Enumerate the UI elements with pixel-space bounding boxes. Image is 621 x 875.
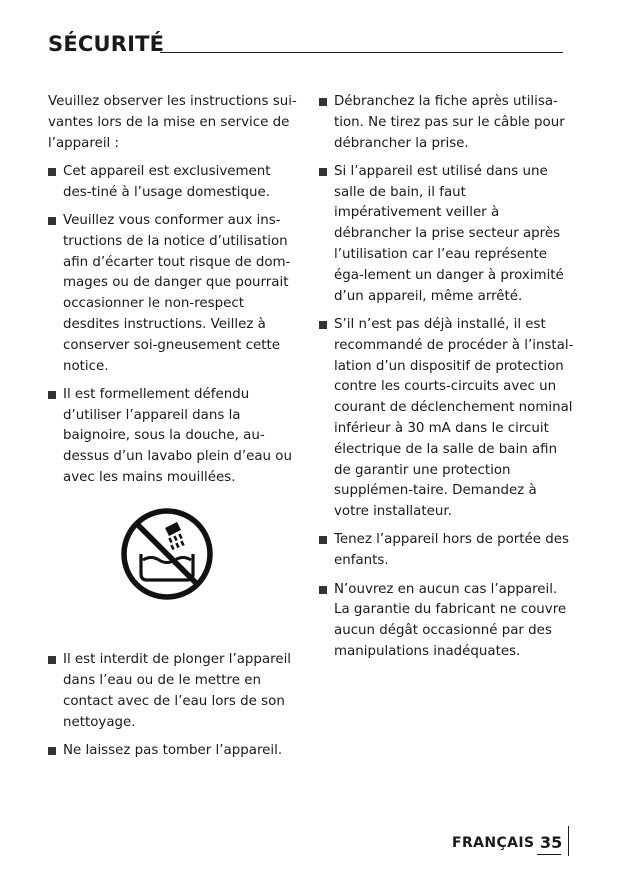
bullet-text: S’il n’est pas déjà installé, il est recommandé de procéder à l’instal-lation d’un dispositif de protection contre les courts-circuits avec un courant de déclenchement nominal inférieur à 30 mA dans le circuit électrique de la salle de bain afin de garantir une protection supplémen-taire. Demandez à votre installateur. [334, 316, 574, 520]
page-number-underline [537, 854, 561, 855]
bullet-text: N’ouvrez en aucun cas l’appareil. La garantie du fabricant ne couvre aucun dégât occasionné par des manipulations inadéquates. [334, 581, 567, 659]
page-title: SÉCURITÉ [48, 32, 165, 56]
safety-bullet [319, 162, 574, 308]
safety-bullet [319, 92, 574, 154]
page-header [48, 32, 563, 60]
bullet-text: Débranchez la fiche après utilisa-tion. Ne tirez pas sur le câble pour débrancher la prise. [334, 94, 565, 151]
safety-bullet [319, 580, 574, 663]
left-column [48, 92, 298, 769]
square-bullet-icon [48, 217, 56, 225]
bullet-text: Si l’appareil est utilisé dans une salle de bain, il faut impérativement veiller à débrancher la prise secteur après l’utilisation car l’eau représente éga-lement un danger à proximité d’un appareil, même arrêté. [334, 163, 564, 304]
square-bullet-icon [319, 586, 327, 594]
square-bullet-icon [48, 168, 56, 176]
square-bullet-icon [319, 168, 327, 176]
bullet-text: Tenez l’appareil hors de portée des enfants. [334, 532, 569, 569]
square-bullet-icon [48, 656, 56, 664]
safety-bullet [48, 650, 298, 733]
no-water-bath-icon [119, 506, 215, 602]
bullet-text: Cet appareil est exclusivement des-tiné à l’usage domestique. [63, 163, 271, 200]
safety-bullet [48, 162, 298, 204]
header-rule [160, 52, 563, 53]
page-footer [440, 826, 575, 856]
footer-language: FRANÇAIS [452, 835, 535, 851]
safety-bullet [48, 741, 298, 762]
bullet-text: Veuillez vous conformer aux ins-tructions de la notice d’utilisation afin d’écarter tout risque de dom-mages ou de danger que pourrait occasionner le non-respect desdites instructions. Veillez à conserver soi-gneusement cette notice. [63, 212, 291, 374]
bullet-text: Ne laissez pas tomber l’appareil. [63, 743, 283, 759]
warning-pictogram [48, 496, 298, 642]
safety-bullet [48, 211, 298, 377]
safety-bullet [48, 385, 298, 489]
right-column [319, 92, 574, 670]
square-bullet-icon [48, 391, 56, 399]
footer-divider [568, 826, 569, 856]
square-bullet-icon [319, 98, 327, 106]
bullet-text: Il est interdit de plonger l’appareil dans l’eau ou de le mettre en contact avec de l’eau lors de son nettoyage. [63, 652, 292, 730]
intro-text: Veuillez observer les instructions sui-vantes lors de la mise en service de l’appareil : [48, 94, 297, 151]
square-bullet-icon [48, 747, 56, 755]
safety-bullet [319, 530, 574, 572]
safety-bullet [319, 315, 574, 523]
square-bullet-icon [319, 536, 327, 544]
square-bullet-icon [319, 321, 327, 329]
bullet-text: Il est formellement défendu d’utiliser l’appareil dans la baignoire, sous la douche, au-dessus d’un lavabo plein d’eau ou avec les mains mouillées. [63, 386, 292, 486]
page-number: 35 [540, 833, 563, 852]
